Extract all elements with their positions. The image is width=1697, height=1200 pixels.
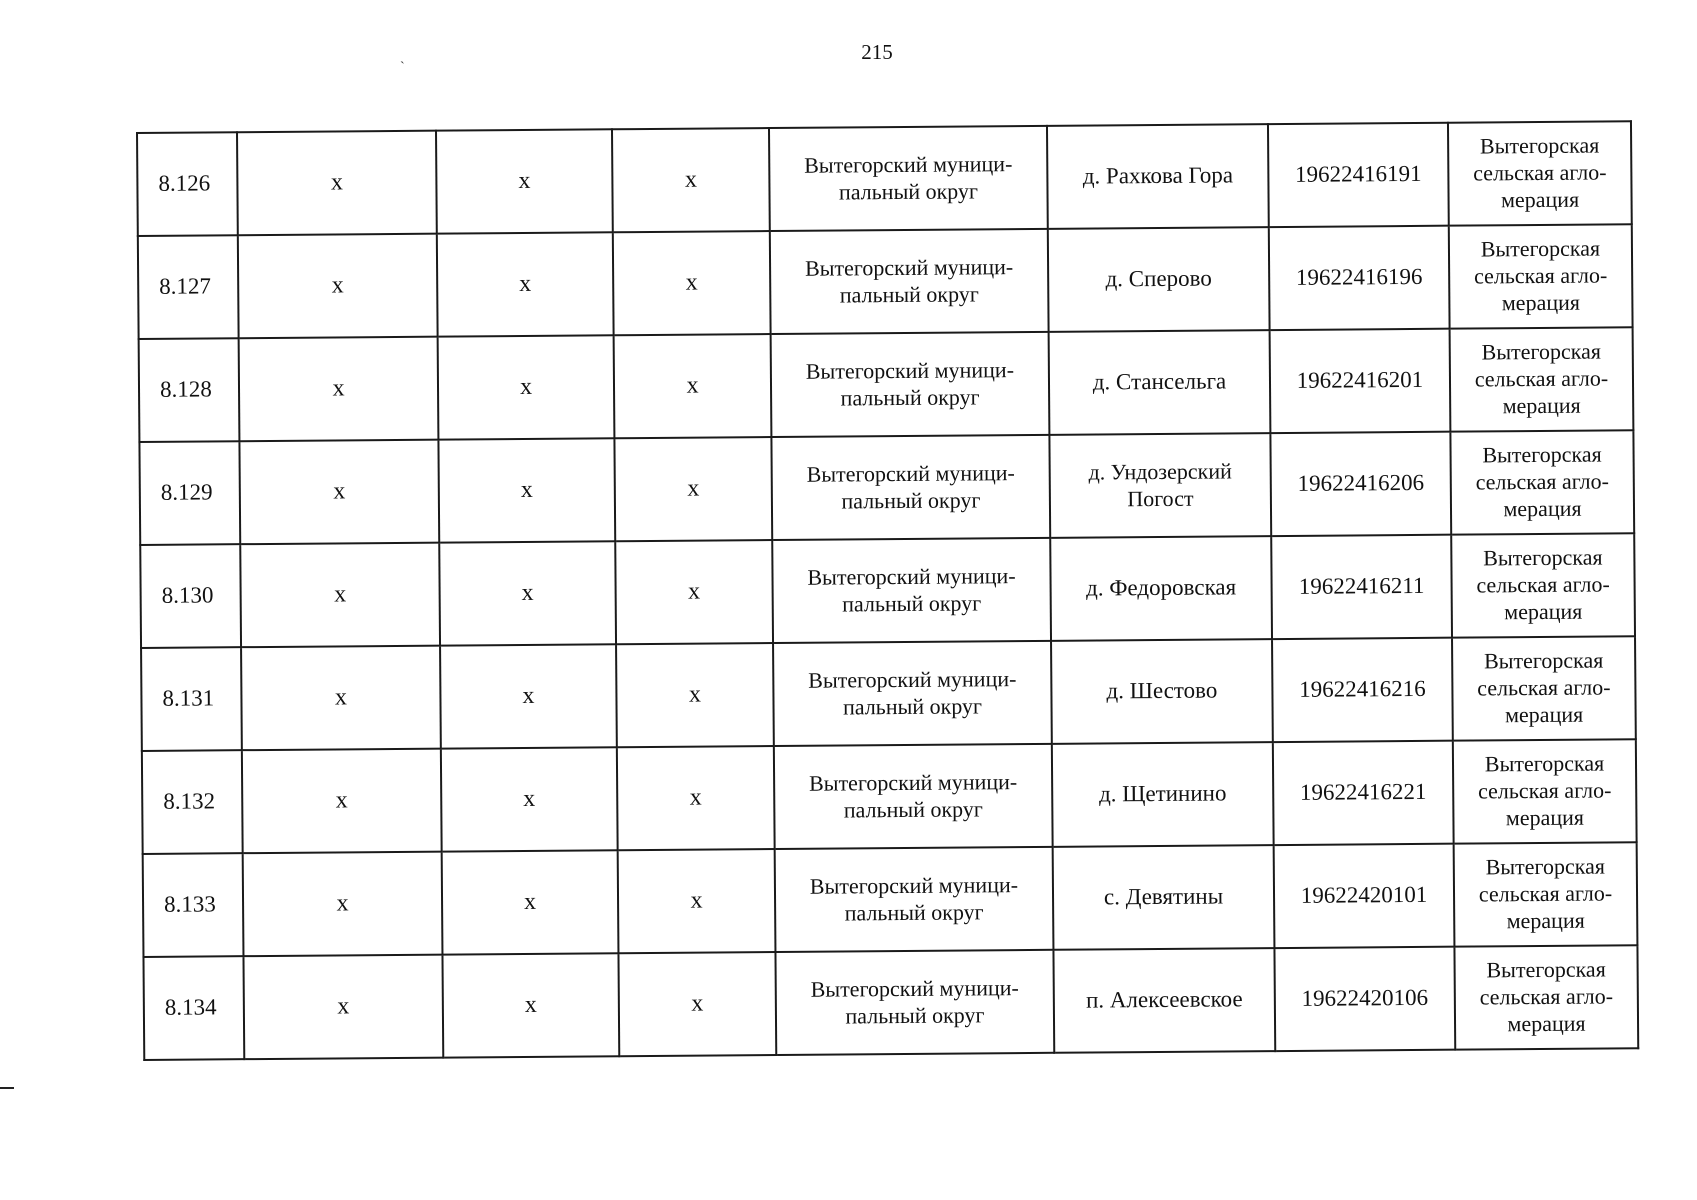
district-cell: Вытегорский муници-пальный округ (769, 126, 1048, 231)
x-cell: x (618, 952, 776, 1056)
code-cell: 19622420101 (1274, 844, 1455, 948)
row-number-cell: 8.132 (142, 750, 243, 854)
table-row (142, 739, 1637, 854)
x-cell: x (615, 540, 773, 644)
x-cell: x (438, 438, 615, 542)
margin-dash (0, 1087, 14, 1089)
data-table (136, 120, 1639, 1061)
agglomeration-cell: Вытегорская сельская агло-мерация (1450, 327, 1634, 431)
x-cell: x (243, 852, 443, 957)
code-cell: 19622420106 (1274, 947, 1455, 1051)
district-cell: Вытегорский муници-пальный округ (771, 435, 1050, 540)
agglomeration-cell: Вытегорская сельская агло-мерация (1453, 739, 1637, 843)
district-cell: Вытегорский муници-пальный округ (773, 641, 1052, 746)
table-row (139, 327, 1634, 442)
x-cell: x (613, 231, 771, 335)
code-cell: 19622416211 (1271, 535, 1452, 639)
row-number-cell: 8.126 (137, 132, 238, 236)
row-number-cell: 8.130 (140, 544, 241, 648)
locality-cell: д. Шестово (1051, 639, 1273, 744)
code-cell: 19622416221 (1273, 741, 1454, 845)
page-number: 215 (861, 40, 893, 64)
locality-cell: д. Стансельга (1049, 330, 1271, 435)
x-cell: x (614, 437, 772, 541)
x-cell: x (617, 746, 775, 850)
table-row (138, 224, 1633, 339)
code-cell: 19622416201 (1270, 329, 1451, 433)
agglomeration-cell: Вытегорская сельская агло-мерация (1448, 121, 1632, 225)
row-number-cell: 8.128 (139, 338, 240, 442)
agglomeration-cell: Вытегорская сельская агло-мерация (1450, 430, 1634, 534)
x-cell: x (436, 129, 613, 233)
row-number-cell: 8.127 (138, 235, 239, 339)
agglomeration-cell: Вытегорская сельская агло-мерация (1451, 533, 1635, 637)
table-row (140, 533, 1635, 648)
table-row (143, 842, 1638, 957)
x-cell: x (239, 440, 439, 545)
code-cell: 19622416196 (1269, 226, 1450, 330)
table-row (143, 945, 1638, 1060)
x-cell: x (439, 541, 616, 645)
x-cell: x (616, 643, 774, 747)
locality-cell: д. Федоровская (1050, 536, 1272, 641)
x-cell: x (242, 749, 442, 854)
table-container (136, 120, 1637, 1061)
locality-cell: д. Рахкова Гора (1047, 124, 1269, 229)
x-cell: x (238, 234, 438, 339)
agglomeration-cell: Вытегорская сельская агло-мерация (1454, 842, 1638, 946)
x-cell: x (241, 646, 441, 751)
locality-cell: п. Алексеевское (1053, 948, 1275, 1053)
locality-cell: д. Щетинино (1052, 742, 1274, 847)
x-cell: x (618, 849, 776, 953)
district-cell: Вытегорский муници-пальный округ (775, 950, 1054, 1055)
x-cell: x (441, 747, 618, 851)
table-row (139, 430, 1634, 545)
x-cell: x (243, 955, 443, 1060)
agglomeration-cell: Вытегорская сельская агло-мерация (1449, 224, 1633, 328)
district-cell: Вытегорский муници-пальный округ (775, 847, 1054, 952)
x-cell: x (440, 644, 617, 748)
locality-cell: д. Сперово (1048, 227, 1270, 332)
x-cell: x (239, 337, 439, 442)
table-row (137, 121, 1632, 236)
district-cell: Вытегорский муници-пальный округ (774, 744, 1053, 849)
x-cell: x (237, 131, 437, 236)
x-cell: x (442, 850, 619, 954)
x-cell: x (612, 128, 770, 232)
table-body (137, 121, 1638, 1060)
agglomeration-cell: Вытегорская сельская агло-мерация (1452, 636, 1636, 740)
district-cell: Вытегорский муници-пальный округ (771, 332, 1050, 437)
district-cell: Вытегорский муници-пальный округ (772, 538, 1051, 643)
table-row (141, 636, 1636, 751)
locality-cell: д. Ундозерский Погост (1049, 433, 1271, 538)
code-cell: 19622416206 (1270, 432, 1451, 536)
code-cell: 19622416191 (1268, 123, 1449, 227)
x-cell: x (240, 543, 440, 648)
code-cell: 19622416216 (1272, 638, 1453, 742)
row-number-cell: 8.131 (141, 647, 242, 751)
row-number-cell: 8.133 (143, 853, 244, 957)
x-cell: x (437, 232, 614, 336)
x-cell: x (438, 335, 615, 439)
agglomeration-cell: Вытегорская сельская агло-мерация (1454, 945, 1638, 1049)
x-cell: x (614, 334, 772, 438)
locality-cell: с. Девятины (1053, 845, 1275, 950)
district-cell: Вытегорский муници-пальный округ (770, 229, 1049, 334)
row-number-cell: 8.129 (139, 441, 240, 545)
x-cell: x (442, 953, 619, 1057)
row-number-cell: 8.134 (143, 956, 244, 1060)
stray-mark: ` (400, 60, 405, 75)
